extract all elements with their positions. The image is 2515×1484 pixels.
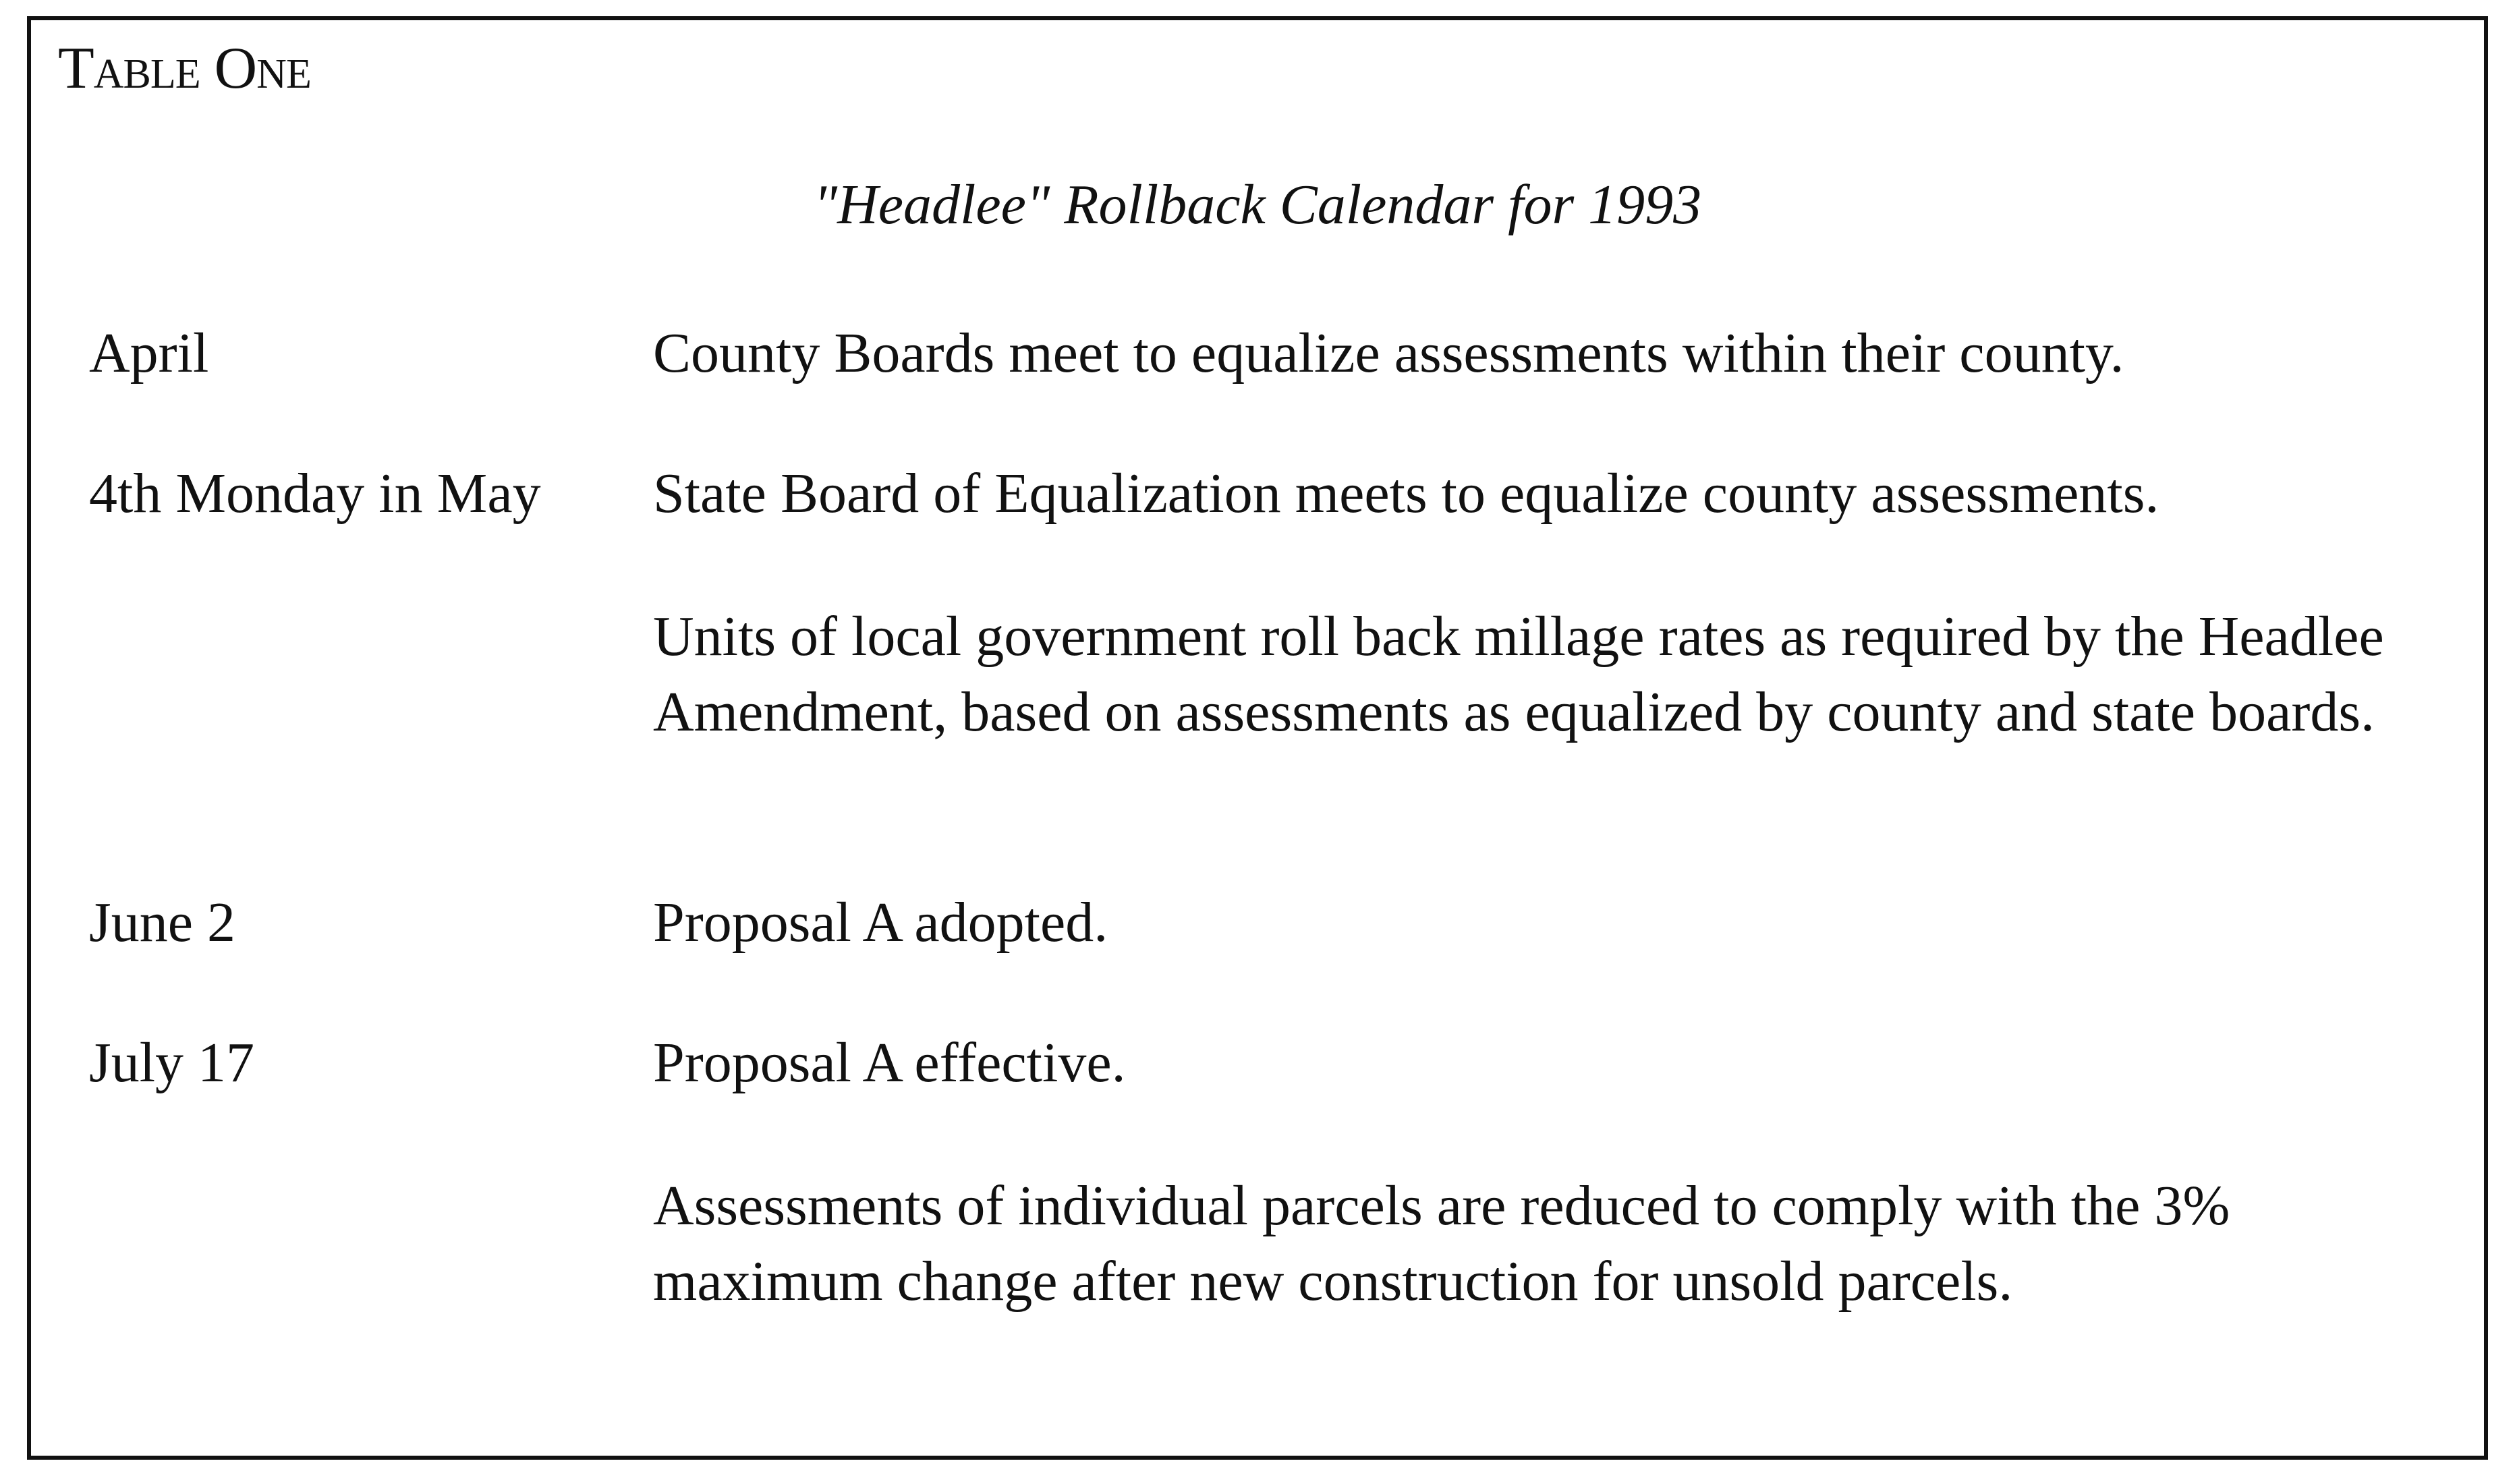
entry-paragraph: Units of local government roll back millage rates as required by the Headlee Amendment, based on assessments as equalized by county and state boards. bbox=[653, 605, 2384, 743]
table-title: "Headlee" Rollback Calendar for 1993 bbox=[813, 173, 1702, 236]
entry-description bbox=[653, 316, 2421, 391]
entry-description bbox=[653, 456, 2421, 750]
entry-paragraph: County Boards meet to equalize assessments within their county. bbox=[653, 322, 2124, 384]
entry-description bbox=[653, 885, 2421, 961]
entry-paragraph: Proposal A effective. bbox=[653, 1031, 1126, 1094]
entry-paragraph: State Board of Equalization meets to equalize county assessments. bbox=[653, 462, 2159, 525]
entry-description bbox=[653, 1025, 2421, 1319]
table-label: Table One bbox=[58, 36, 311, 101]
entry-paragraph: Assessments of individual parcels are reduced to comply with the 3% maximum change after new construction for unsold parcels. bbox=[653, 1174, 2230, 1313]
entry-date: July 17 bbox=[89, 1031, 255, 1094]
entry-date: June 2 bbox=[89, 891, 235, 954]
entry-paragraph: Proposal A adopted. bbox=[653, 891, 1108, 954]
entry-date: 4th Monday in May bbox=[89, 462, 541, 525]
entry-date: April bbox=[89, 322, 209, 384]
